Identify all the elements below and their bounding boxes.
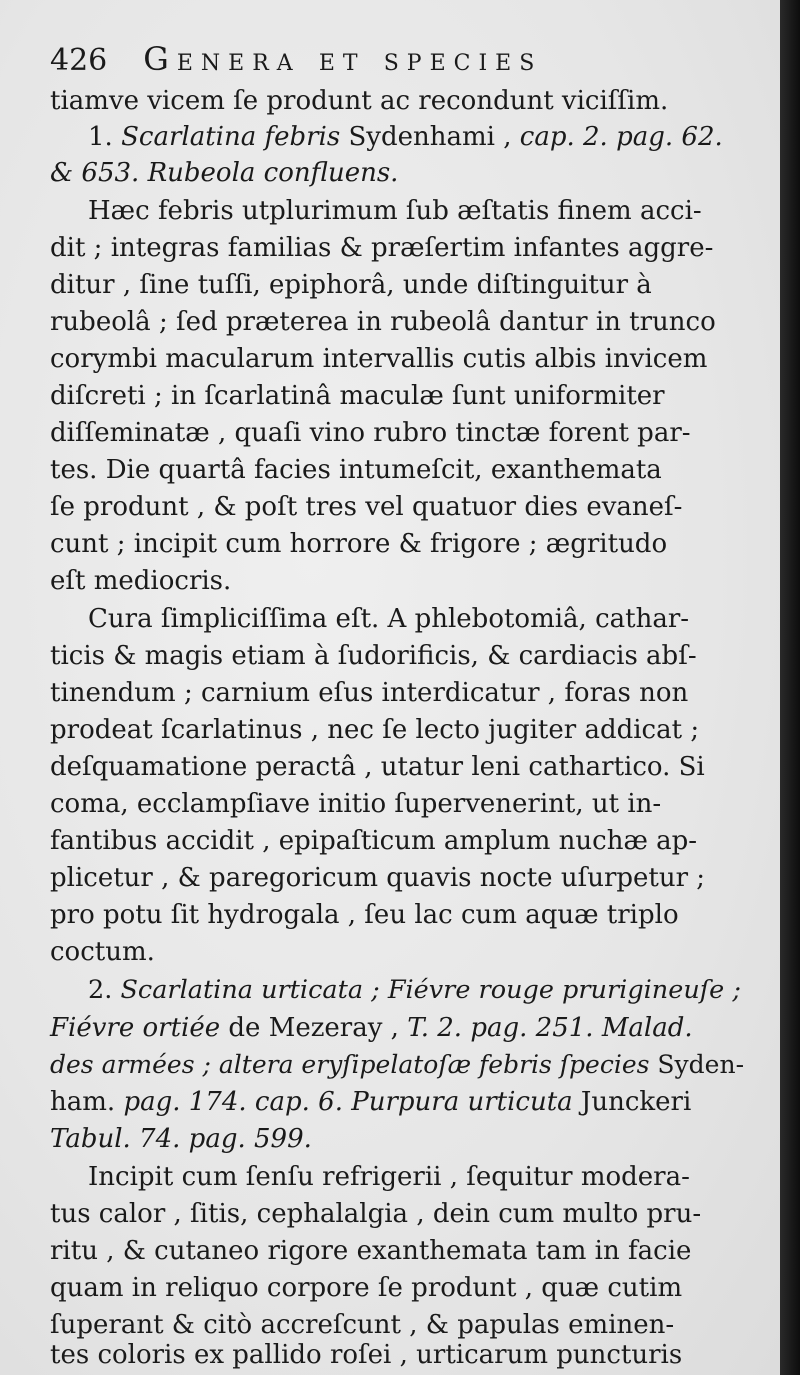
text-line: ditur , ſine tuſſi, epiphorâ, unde diſtinguitur à [50,270,652,300]
text-line: Tabul. 74. pag. 599. [50,1124,312,1154]
text-line: plicetur , & paregoricum quavis nocte uſurpetur ; [50,863,706,893]
text-line: ſuperant & citò accreſcunt , & papulas eminen- [50,1310,675,1340]
text-line: tinendum ; carnium eſus interdicatur , foras non [50,678,689,708]
text-line: diſſeminatæ , quaſi vino rubro tinctæ forent par- [50,418,691,448]
text-line: tes coloris ex pallido roſei , urticarum puncturis [50,1340,683,1370]
text-line: rubeolâ ; ſed præterea in rubeolâ dantur in trunco [50,307,716,337]
text-line: tiamve vicem ſe produnt ac recondunt viciſſim. [50,86,669,116]
text-line: ritu , & cutaneo rigore exanthemata tam in facie [50,1236,692,1266]
text-line: ticis & magis etiam à ſudorificis, & cardiacis abſ- [50,641,697,671]
text-line: coctum. [50,937,155,967]
text-line: fantibus accidit , epipaſticum amplum nuchæ ap- [50,826,698,856]
text-line: coma, ecclampſiave initio ſupervenerint, ut in- [50,789,662,819]
text-line: tes. Die quartâ facies intumeſcit, exanthemata [50,455,662,485]
text-line: Incipit cum ſenſu refrigerii , ſequitur modera- [88,1162,690,1192]
text-line: eſt mediocris. [50,566,232,596]
page-number: 426 [50,43,108,78]
page-edge-shadow [780,0,800,1375]
text-line: pro potu ſit hydrogala , ſeu lac cum aquæ triplo [50,900,679,930]
text-line: tus calor , ſitis, cephalalgia , dein cum multo pru- [50,1199,702,1229]
page-header [50,40,542,78]
text-line: 1. Scarlatina febris Sydenhami , cap. 2. pag. 62. [88,122,723,152]
text-line: corymbi macularum intervallis cutis albis invicem [50,344,708,374]
text-line: & 653. Rubeola confluens. [50,158,399,188]
text-line: Fiévre ortiée de Mezeray , T. 2. pag. 251. Malad. [50,1013,693,1043]
text-line: ham. pag. 174. cap. 6. Purpura urticuta Junckeri [50,1087,692,1117]
text-line: 2. Scarlatina urticata ; Fiévre rouge prurigineuſe ; [88,975,741,1005]
text-line: quam in reliquo corpore ſe produnt , quæ cutim [50,1273,683,1303]
running-title: Genera et species [143,40,543,78]
text-line: des armées ; altera eryſipelatoſæ febris ſpecies Syden- [50,1050,745,1079]
text-line: ſe produnt , & poſt tres vel quatuor dies evaneſ- [50,492,683,522]
text-line: Hæc febris utplurimum ſub æſtatis finem acci- [88,196,702,226]
text-line: cunt ; incipit cum horrore & frigore ; ægritudo [50,529,668,559]
text-line: dit ; integras familias & præſertim infantes aggre- [50,233,714,263]
text-line: deſquamatione peractâ , utatur leni cathartico. Si [50,752,705,782]
text-line: Cura ſimpliciſſima eſt. A phlebotomiâ, cathar- [88,604,690,634]
text-line: diſcreti ; in ſcarlatinâ maculæ ſunt uniformiter [50,381,665,411]
text-line: prodeat ſcarlatinus , nec ſe lecto jugiter addicat ; [50,715,700,745]
